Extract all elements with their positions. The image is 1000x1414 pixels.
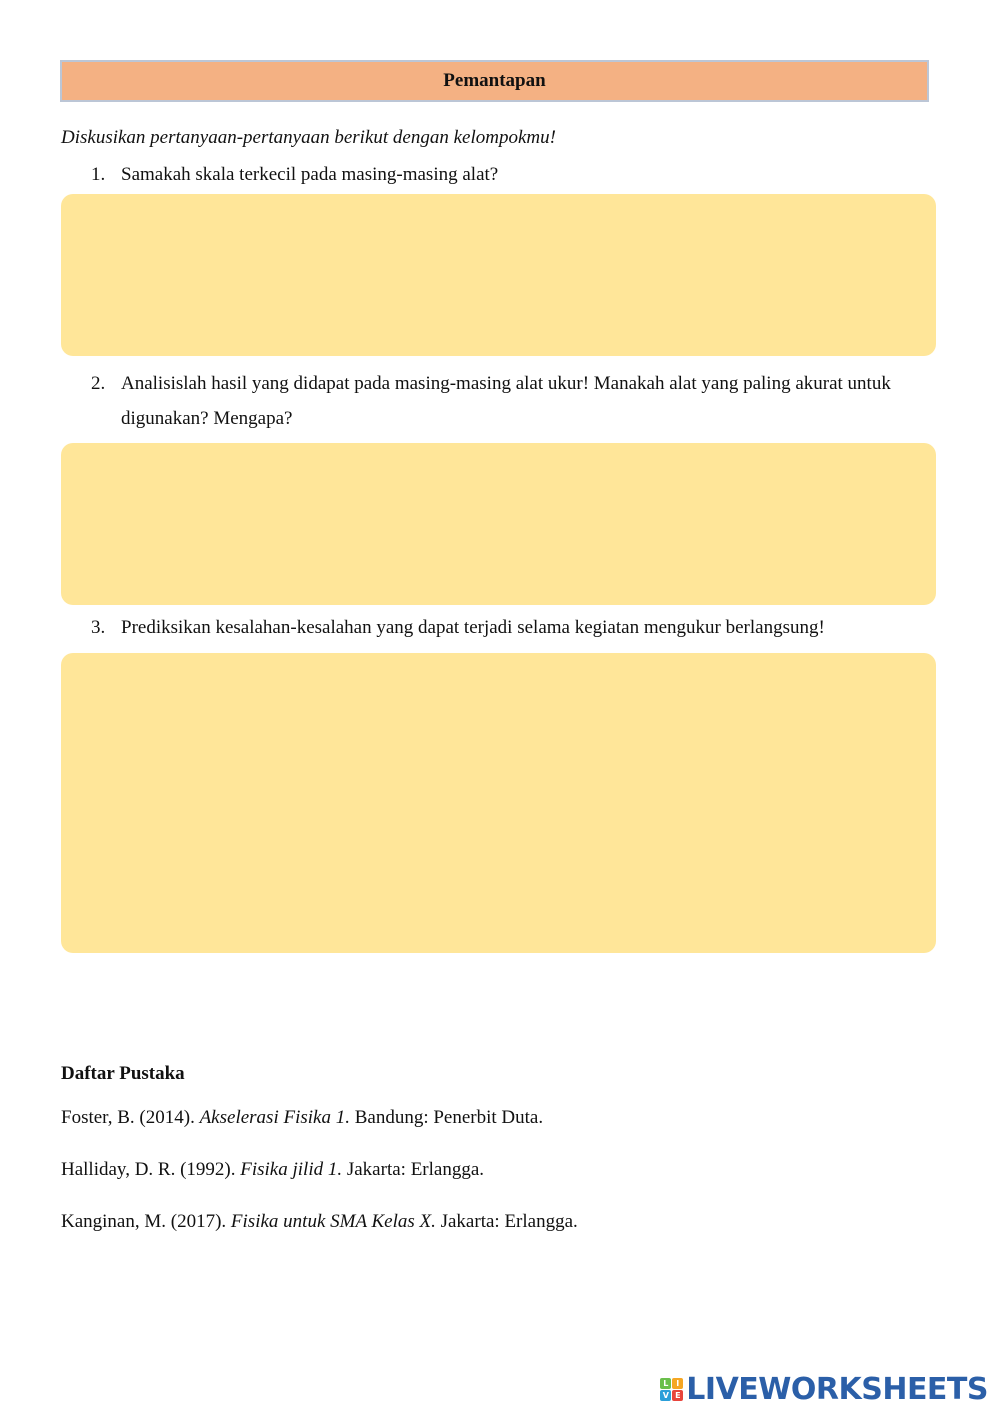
references-heading: Daftar Pustaka (61, 1063, 185, 1084)
logo-letter-v: V (660, 1390, 671, 1401)
question-text: Prediksikan kesalahan-kesalahan yang dapat terjadi selama kegiatan mengukur berlangsung! (121, 617, 825, 638)
section-title: Pemantapan (443, 70, 546, 91)
liveworksheets-brand[interactable] (660, 1372, 988, 1407)
reference-item (61, 1211, 578, 1233)
reference-item (61, 1159, 484, 1181)
logo-letter-e: E (672, 1390, 683, 1401)
liveworksheets-logo-icon (660, 1378, 683, 1401)
reference-publisher: Jakarta: Erlangga. (435, 1211, 578, 1232)
answer-box-3[interactable] (61, 653, 936, 953)
question-3 (91, 610, 951, 645)
logo-letter-i: I (672, 1378, 683, 1389)
question-number: 3. (91, 617, 106, 638)
reference-publisher: Jakarta: Erlangga. (342, 1159, 485, 1180)
question-1 (91, 157, 951, 192)
answer-box-2[interactable] (61, 443, 936, 605)
reference-publisher: Bandung: Penerbit Duta. (349, 1107, 544, 1128)
reference-author: Kanginan, M. (2017). (61, 1211, 231, 1232)
brand-name: LIVEWORKSHEETS (686, 1372, 988, 1407)
question-number: 2. (91, 373, 106, 394)
question-text: Analisislah hasil yang didapat pada masing-masing alat ukur! Manakah alat yang paling akurat untuk digunakan? Mengapa? (121, 373, 891, 429)
reference-author: Foster, B. (2014). (61, 1107, 200, 1128)
reference-title: Fisika untuk SMA Kelas X. (230, 1211, 436, 1232)
question-text: Samakah skala terkecil pada masing-masing alat? (121, 164, 499, 185)
instruction-text: Diskusikan pertanyaan-pertanyaan berikut dengan kelompokmu! (61, 127, 556, 148)
reference-title: Fisika jilid 1. (240, 1159, 343, 1180)
reference-title: Akselerasi Fisika 1. (199, 1107, 350, 1128)
question-number: 1. (91, 164, 106, 185)
reference-item (61, 1107, 543, 1129)
logo-letter-l: L (660, 1378, 671, 1389)
question-2 (91, 366, 951, 436)
section-header (60, 60, 929, 102)
answer-box-1[interactable] (61, 194, 936, 356)
reference-author: Halliday, D. R. (1992). (61, 1159, 241, 1180)
